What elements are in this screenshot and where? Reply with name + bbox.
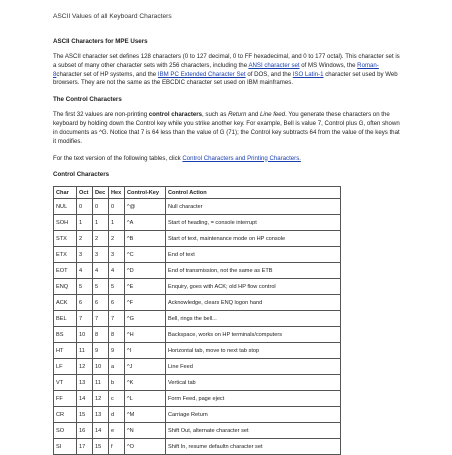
dec-cell: 0 (93, 199, 109, 215)
control-action-cell: Vertical tab (166, 375, 341, 391)
dec-cell: 8 (93, 327, 109, 343)
control-action-cell: Null character (166, 199, 341, 215)
control-key-cell: ^A (125, 215, 166, 231)
control-action-cell: Shift In, resume defaultn character set (166, 439, 341, 455)
oct-cell: 0 (77, 199, 93, 215)
dec-cell: 13 (93, 407, 109, 423)
dec-cell: 1 (93, 215, 109, 231)
control-action-cell: Start of heading, = console interrupt (166, 215, 341, 231)
control-action-cell: Start of text, maintenance mode on HP console (166, 231, 341, 247)
header-dec: Dec (93, 187, 109, 199)
oct-cell: 13 (77, 375, 93, 391)
dec-cell: 12 (93, 391, 109, 407)
control-action-cell: Bell, rings the bell... (166, 311, 341, 327)
control-key-cell: ^N (125, 423, 166, 439)
table-row (54, 279, 341, 295)
hex-cell: 3 (109, 247, 125, 263)
oct-cell: 14 (77, 391, 93, 407)
oct-cell: 15 (77, 407, 93, 423)
control-key-cell: ^D (125, 263, 166, 279)
control-and-printing-link[interactable]: Control Characters and Printing Characters. (182, 154, 301, 162)
control-action-cell: Form Feed, page eject (166, 391, 341, 407)
hex-cell: 5 (109, 279, 125, 295)
intro-text-5: character set used by Web browsers. They are not the same as the EBCDIC character set used on IBM mainframes. (53, 70, 398, 87)
char-cell: SO (54, 423, 77, 439)
table-row (54, 439, 341, 455)
oct-cell: 7 (77, 311, 93, 327)
dec-cell: 15 (93, 439, 109, 455)
section-heading-control: The Control Characters (53, 96, 122, 104)
dec-cell: 3 (93, 247, 109, 263)
hex-cell: 9 (109, 343, 125, 359)
dec-cell: 4 (93, 263, 109, 279)
table-row (54, 343, 341, 359)
oct-cell: 1 (77, 215, 93, 231)
control-action-cell: Acknowledge, clears ENQ logon hand (166, 295, 341, 311)
char-cell: BEL (54, 311, 77, 327)
control-action-cell: Horizontal tab, move to next tab stop (166, 343, 341, 359)
table-row (54, 263, 341, 279)
control-key-cell: ^K (125, 375, 166, 391)
line-feed-italic: Line feed (259, 111, 286, 119)
control-text-4: . You generate these characters on the keyboard by holding down the Control key while you strike another key. For example, Bell is value 7, Control plus G, often shown in documents as ^G. Notice that 7 is 64 less than the value of G (71); the Control key subtracts 64 from the value of the keys that it modifies. (53, 111, 400, 145)
hex-cell: 8 (109, 327, 125, 343)
char-cell: SOH (54, 215, 77, 231)
table-row (54, 295, 341, 311)
hex-cell: 1 (109, 215, 125, 231)
dec-cell: 9 (93, 343, 109, 359)
text-version-paragraph (53, 155, 401, 164)
table-row (54, 311, 341, 327)
control-key-cell: ^O (125, 439, 166, 455)
table-row (54, 327, 341, 343)
control-key-cell: ^E (125, 279, 166, 295)
dec-cell: 5 (93, 279, 109, 295)
table-row (54, 359, 341, 375)
dec-cell: 7 (93, 311, 109, 327)
oct-cell: 2 (77, 231, 93, 247)
hex-cell: 7 (109, 311, 125, 327)
table-row (54, 215, 341, 231)
oct-cell: 12 (77, 359, 93, 375)
oct-cell: 11 (77, 343, 93, 359)
oct-cell: 3 (77, 247, 93, 263)
table-row (54, 407, 341, 423)
control-key-cell: ^B (125, 231, 166, 247)
dec-cell: 10 (93, 359, 109, 375)
intro-paragraph (53, 53, 401, 88)
char-cell: ETX (54, 247, 77, 263)
text-version-prefix: For the text version of the following tables, click (53, 154, 183, 162)
hex-cell: c (109, 391, 125, 407)
char-cell: FF (54, 391, 77, 407)
return-italic: Return (228, 111, 247, 119)
control-key-cell: ^F (125, 295, 166, 311)
table-row (54, 391, 341, 407)
document-body (53, 38, 401, 455)
header-char: Char (54, 187, 77, 199)
char-cell: SI (54, 439, 77, 455)
char-cell: CR (54, 407, 77, 423)
iso-latin-1-link[interactable]: ISO Latin-1 (292, 70, 324, 78)
dec-cell: 11 (93, 375, 109, 391)
dec-cell: 14 (93, 423, 109, 439)
hex-cell: e (109, 423, 125, 439)
table-row (54, 231, 341, 247)
ansi-character-set-link[interactable]: ANSI character set (248, 61, 300, 69)
oct-cell: 17 (77, 439, 93, 455)
control-characters-table (53, 186, 341, 455)
ibm-pc-extended-link[interactable]: IBM PC Extended Character Set (157, 70, 246, 78)
intro-text-3: character set of HP systems, and the (56, 70, 158, 78)
control-action-cell: Enquiry, goes with ACK; old HP flow control (166, 279, 341, 295)
hex-cell: d (109, 407, 125, 423)
char-cell: VT (54, 375, 77, 391)
control-paragraph (53, 111, 401, 146)
intro-text-2: of MS Windows, the (299, 61, 358, 69)
hex-cell: b (109, 375, 125, 391)
char-cell: ACK (54, 295, 77, 311)
control-action-cell: End of transmission, not the same as ETB (166, 263, 341, 279)
oct-cell: 4 (77, 263, 93, 279)
dec-cell: 2 (93, 231, 109, 247)
control-text-2: , such as (202, 111, 229, 119)
control-action-cell: Backspace, works on HP terminals/computers (166, 327, 341, 343)
table-title: Control Characters (53, 171, 110, 179)
document-header: ASCII Values of all Keyboard Characters (53, 13, 172, 20)
char-cell: NUL (54, 199, 77, 215)
control-key-cell: ^@ (125, 199, 166, 215)
oct-cell: 6 (77, 295, 93, 311)
intro-text-1: The ASCII character set defines 128 characters (0 to 127 decimal, 0 to FF hexadecimal, and 0 to 177 octal). This character set is a subset of many other character sets with 256 characters, including the (53, 52, 400, 69)
hex-cell: 0 (109, 199, 125, 215)
control-key-cell: ^M (125, 407, 166, 423)
control-key-cell: ^I (125, 343, 166, 359)
control-action-cell: End of text (166, 247, 341, 263)
table-row (54, 423, 341, 439)
control-text-1: The first 32 values are non-printing (53, 111, 149, 119)
header-oct: Oct (77, 187, 93, 199)
control-action-cell: Line Feed (166, 359, 341, 375)
hex-cell: 4 (109, 263, 125, 279)
char-cell: EOT (54, 263, 77, 279)
hex-cell: f (109, 439, 125, 455)
control-key-cell: ^C (125, 247, 166, 263)
control-key-cell: ^L (125, 391, 166, 407)
control-action-cell: Shift Out, alternate character set (166, 423, 341, 439)
table-row (54, 247, 341, 263)
control-text-3: and (246, 111, 260, 119)
oct-cell: 5 (77, 279, 93, 295)
dec-cell: 6 (93, 295, 109, 311)
table-body (54, 199, 341, 455)
control-key-cell: ^J (125, 359, 166, 375)
control-action-cell: Carriage Return (166, 407, 341, 423)
table-header-row (54, 187, 341, 199)
control-key-cell: ^G (125, 311, 166, 327)
header-control-key: Control-Key (125, 187, 166, 199)
oct-cell: 16 (77, 423, 93, 439)
char-cell: LF (54, 359, 77, 375)
section-heading-mpe: ASCII Characters for MPE Users (53, 38, 148, 45)
char-cell: HT (54, 343, 77, 359)
control-characters-bold: control characters (148, 111, 203, 119)
header-control-action: Control Action (166, 187, 341, 199)
oct-cell: 10 (77, 327, 93, 343)
intro-text-4: of DOS, and the (245, 70, 293, 78)
roman-8-link[interactable]: Roman-8 (53, 61, 379, 78)
char-cell: ENQ (54, 279, 77, 295)
control-key-cell: ^H (125, 327, 166, 343)
table-row (54, 375, 341, 391)
char-cell: BS (54, 327, 77, 343)
hex-cell: a (109, 359, 125, 375)
header-hex: Hex (109, 187, 125, 199)
hex-cell: 2 (109, 231, 125, 247)
hex-cell: 6 (109, 295, 125, 311)
char-cell: STX (54, 231, 77, 247)
table-row (54, 199, 341, 215)
